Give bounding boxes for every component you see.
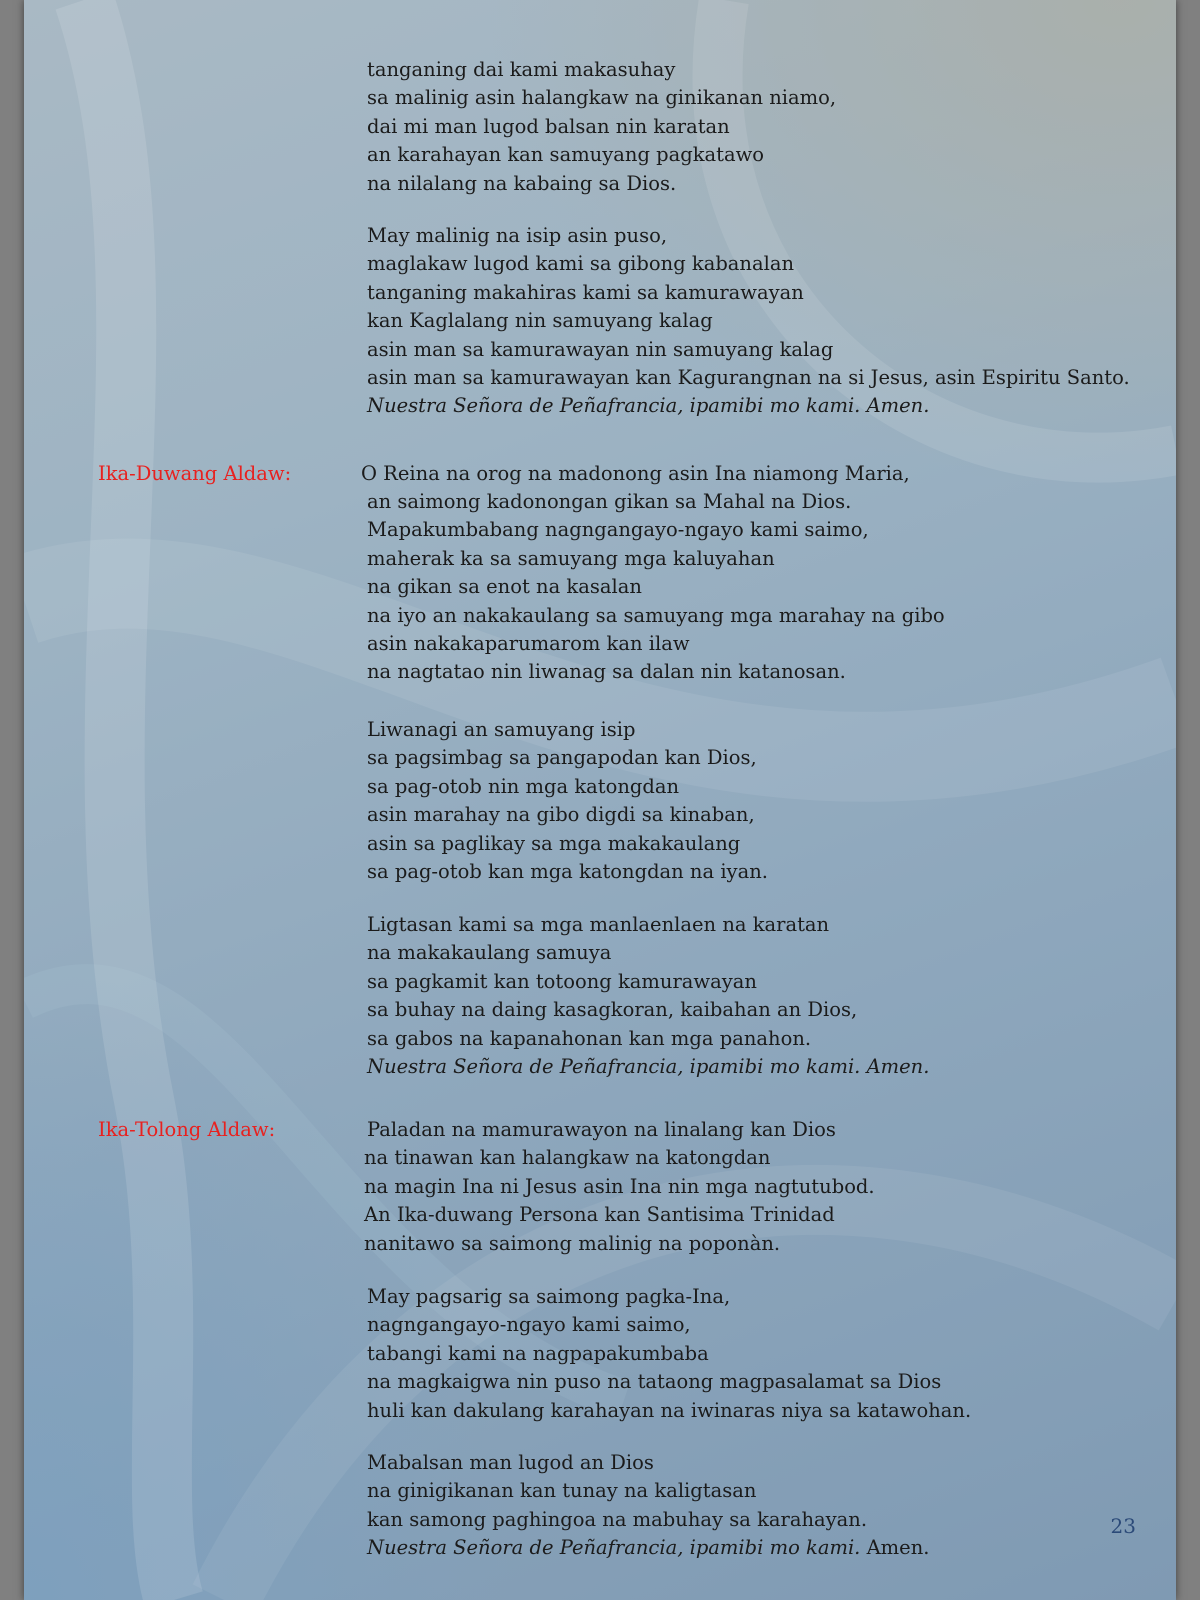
verse-line: Mapakumbabang nagngangayo-ngayo kami saimo, bbox=[367, 518, 869, 542]
page-number: 23 bbox=[1110, 1514, 1136, 1538]
verse-line: na magin Ina ni Jesus asin Ina nin mga nagtutubod. bbox=[364, 1174, 875, 1198]
closing-invocation bbox=[367, 1534, 929, 1562]
verse-line: maglakaw lugod kami sa gibong kabanalan bbox=[367, 252, 795, 276]
verse-line: dai mi man lugod balsan nin karatan bbox=[367, 114, 730, 138]
day-2-label: Ika-Duwang Aldaw: bbox=[98, 462, 292, 485]
verse-line: an karahayan kan samuyang pagkatawo bbox=[367, 143, 765, 167]
continuation-stanza-1 bbox=[367, 56, 836, 198]
verse-line: sa buhay na daing kasagkoran, kaibahan an Dios, bbox=[367, 998, 858, 1022]
verse-line: tabangi kami na nagpapakumbaba bbox=[367, 1341, 709, 1365]
verse-line: an saimong kadonongan gikan sa Mahal na Dios. bbox=[367, 490, 852, 513]
closing-invocation: Nuestra Señora de Peñafrancia, ipamibi mo kami. Amen. bbox=[367, 1055, 930, 1079]
verse-line: asin marahay na gibo digdi sa kinaban, bbox=[367, 803, 755, 827]
verse-line: na iyo an nakakaulang sa samuyang mga marahay na gibo bbox=[367, 603, 945, 627]
verse-line: nagngangayo-ngayo kami saimo, bbox=[367, 1313, 691, 1337]
verse-line: asin man sa kamurawayan nin samuyang kalag bbox=[367, 337, 834, 361]
verse-line: sa pag-otob kan mga katongdan na iyan. bbox=[367, 860, 768, 884]
closing-invocation: Nuestra Señora de Peñafrancia, ipamibi mo kami. Amen. bbox=[367, 394, 930, 418]
document-page bbox=[24, 0, 1176, 1600]
verse-line: nanitawo sa saimong malinig na poponàn. bbox=[364, 1231, 781, 1255]
verse-line: tanganing makahiras kami sa kamurawayan bbox=[367, 280, 804, 304]
day-2-stanza-2 bbox=[367, 716, 768, 886]
day-3-label: Ika-Tolong Aldaw: bbox=[98, 1118, 276, 1141]
verse-line: sa malinig asin halangkaw na ginikanan niamo, bbox=[367, 86, 837, 110]
verse-line: na magkaigwa nin puso na tataong magpasalamat sa Dios bbox=[367, 1370, 942, 1394]
verse-line: Liwanagi an samuyang isip bbox=[367, 718, 636, 741]
verse-line: na ginigikanan kan tunay na kaligtasan bbox=[367, 1479, 757, 1503]
verse-line: O Reina na orog na madonong asin Ina niamong Maria, bbox=[361, 462, 910, 485]
verse-line: na tinawan kan halangkaw na katongdan bbox=[364, 1146, 771, 1170]
day-2-stanza-1 bbox=[367, 488, 945, 687]
verse-line: na nagtatao nin liwanag sa dalan nin katanosan. bbox=[367, 660, 846, 684]
day-3-stanza-2 bbox=[367, 1283, 971, 1425]
verse-line: May malinig na isip asin puso, bbox=[367, 224, 668, 247]
verse-line: sa gabos na kapanahonan kan mga panahon. bbox=[367, 1026, 812, 1050]
day-3-stanza-1 bbox=[364, 1116, 875, 1258]
verse-line: sa pag-otob nin mga katongdan bbox=[367, 774, 680, 798]
day-3-stanza-3 bbox=[367, 1449, 929, 1563]
closing-amen: Amen. bbox=[866, 1536, 930, 1560]
day-2-first-line bbox=[361, 460, 910, 488]
verse-line: na makakaulang samuya bbox=[367, 941, 612, 965]
verse-line: asin sa paglikay sa mga makakaulang bbox=[367, 831, 741, 855]
verse-line: na gikan sa enot na kasalan bbox=[367, 575, 642, 599]
verse-line: kan samong paghingoa na mabuhay sa karahayan. bbox=[367, 1507, 868, 1531]
verse-line: Mabalsan man lugod an Dios bbox=[367, 1451, 654, 1474]
verse-line: May pagsarig sa saimong pagka-Ina, bbox=[367, 1285, 731, 1308]
verse-line: An Ika-duwang Persona kan Santisima Trinidad bbox=[364, 1203, 835, 1227]
day-2-stanza-3 bbox=[367, 911, 929, 1081]
closing-invocation-italic: Nuestra Señora de Peñafrancia, ipamibi mo kami. bbox=[367, 1536, 861, 1560]
verse-line: Paladan na mamurawayon na linalang kan Dios bbox=[367, 1118, 836, 1141]
continuation-stanza-2 bbox=[367, 222, 1130, 421]
verse-line: maherak ka sa samuyang mga kaluyahan bbox=[367, 546, 775, 570]
verse-line: kan Kaglalang nin samuyang kalag bbox=[367, 309, 713, 333]
verse-line: tanganing dai kami makasuhay bbox=[367, 58, 676, 81]
verse-line: Ligtasan kami sa mga manlaenlaen na karatan bbox=[367, 913, 830, 936]
verse-line: na nilalang na kabaing sa Dios. bbox=[367, 171, 677, 195]
verse-line: asin nakakaparumarom kan ilaw bbox=[367, 632, 690, 656]
verse-line: huli kan dakulang karahayan na iwinaras niya sa katawohan. bbox=[367, 1398, 972, 1422]
verse-line: sa pagsimbag sa pangapodan kan Dios, bbox=[367, 746, 757, 770]
verse-line: sa pagkamit kan totoong kamurawayan bbox=[367, 969, 757, 993]
verse-line: asin man sa kamurawayan kan Kagurangnan na si Jesus, asin Espiritu Santo. bbox=[367, 366, 1130, 390]
